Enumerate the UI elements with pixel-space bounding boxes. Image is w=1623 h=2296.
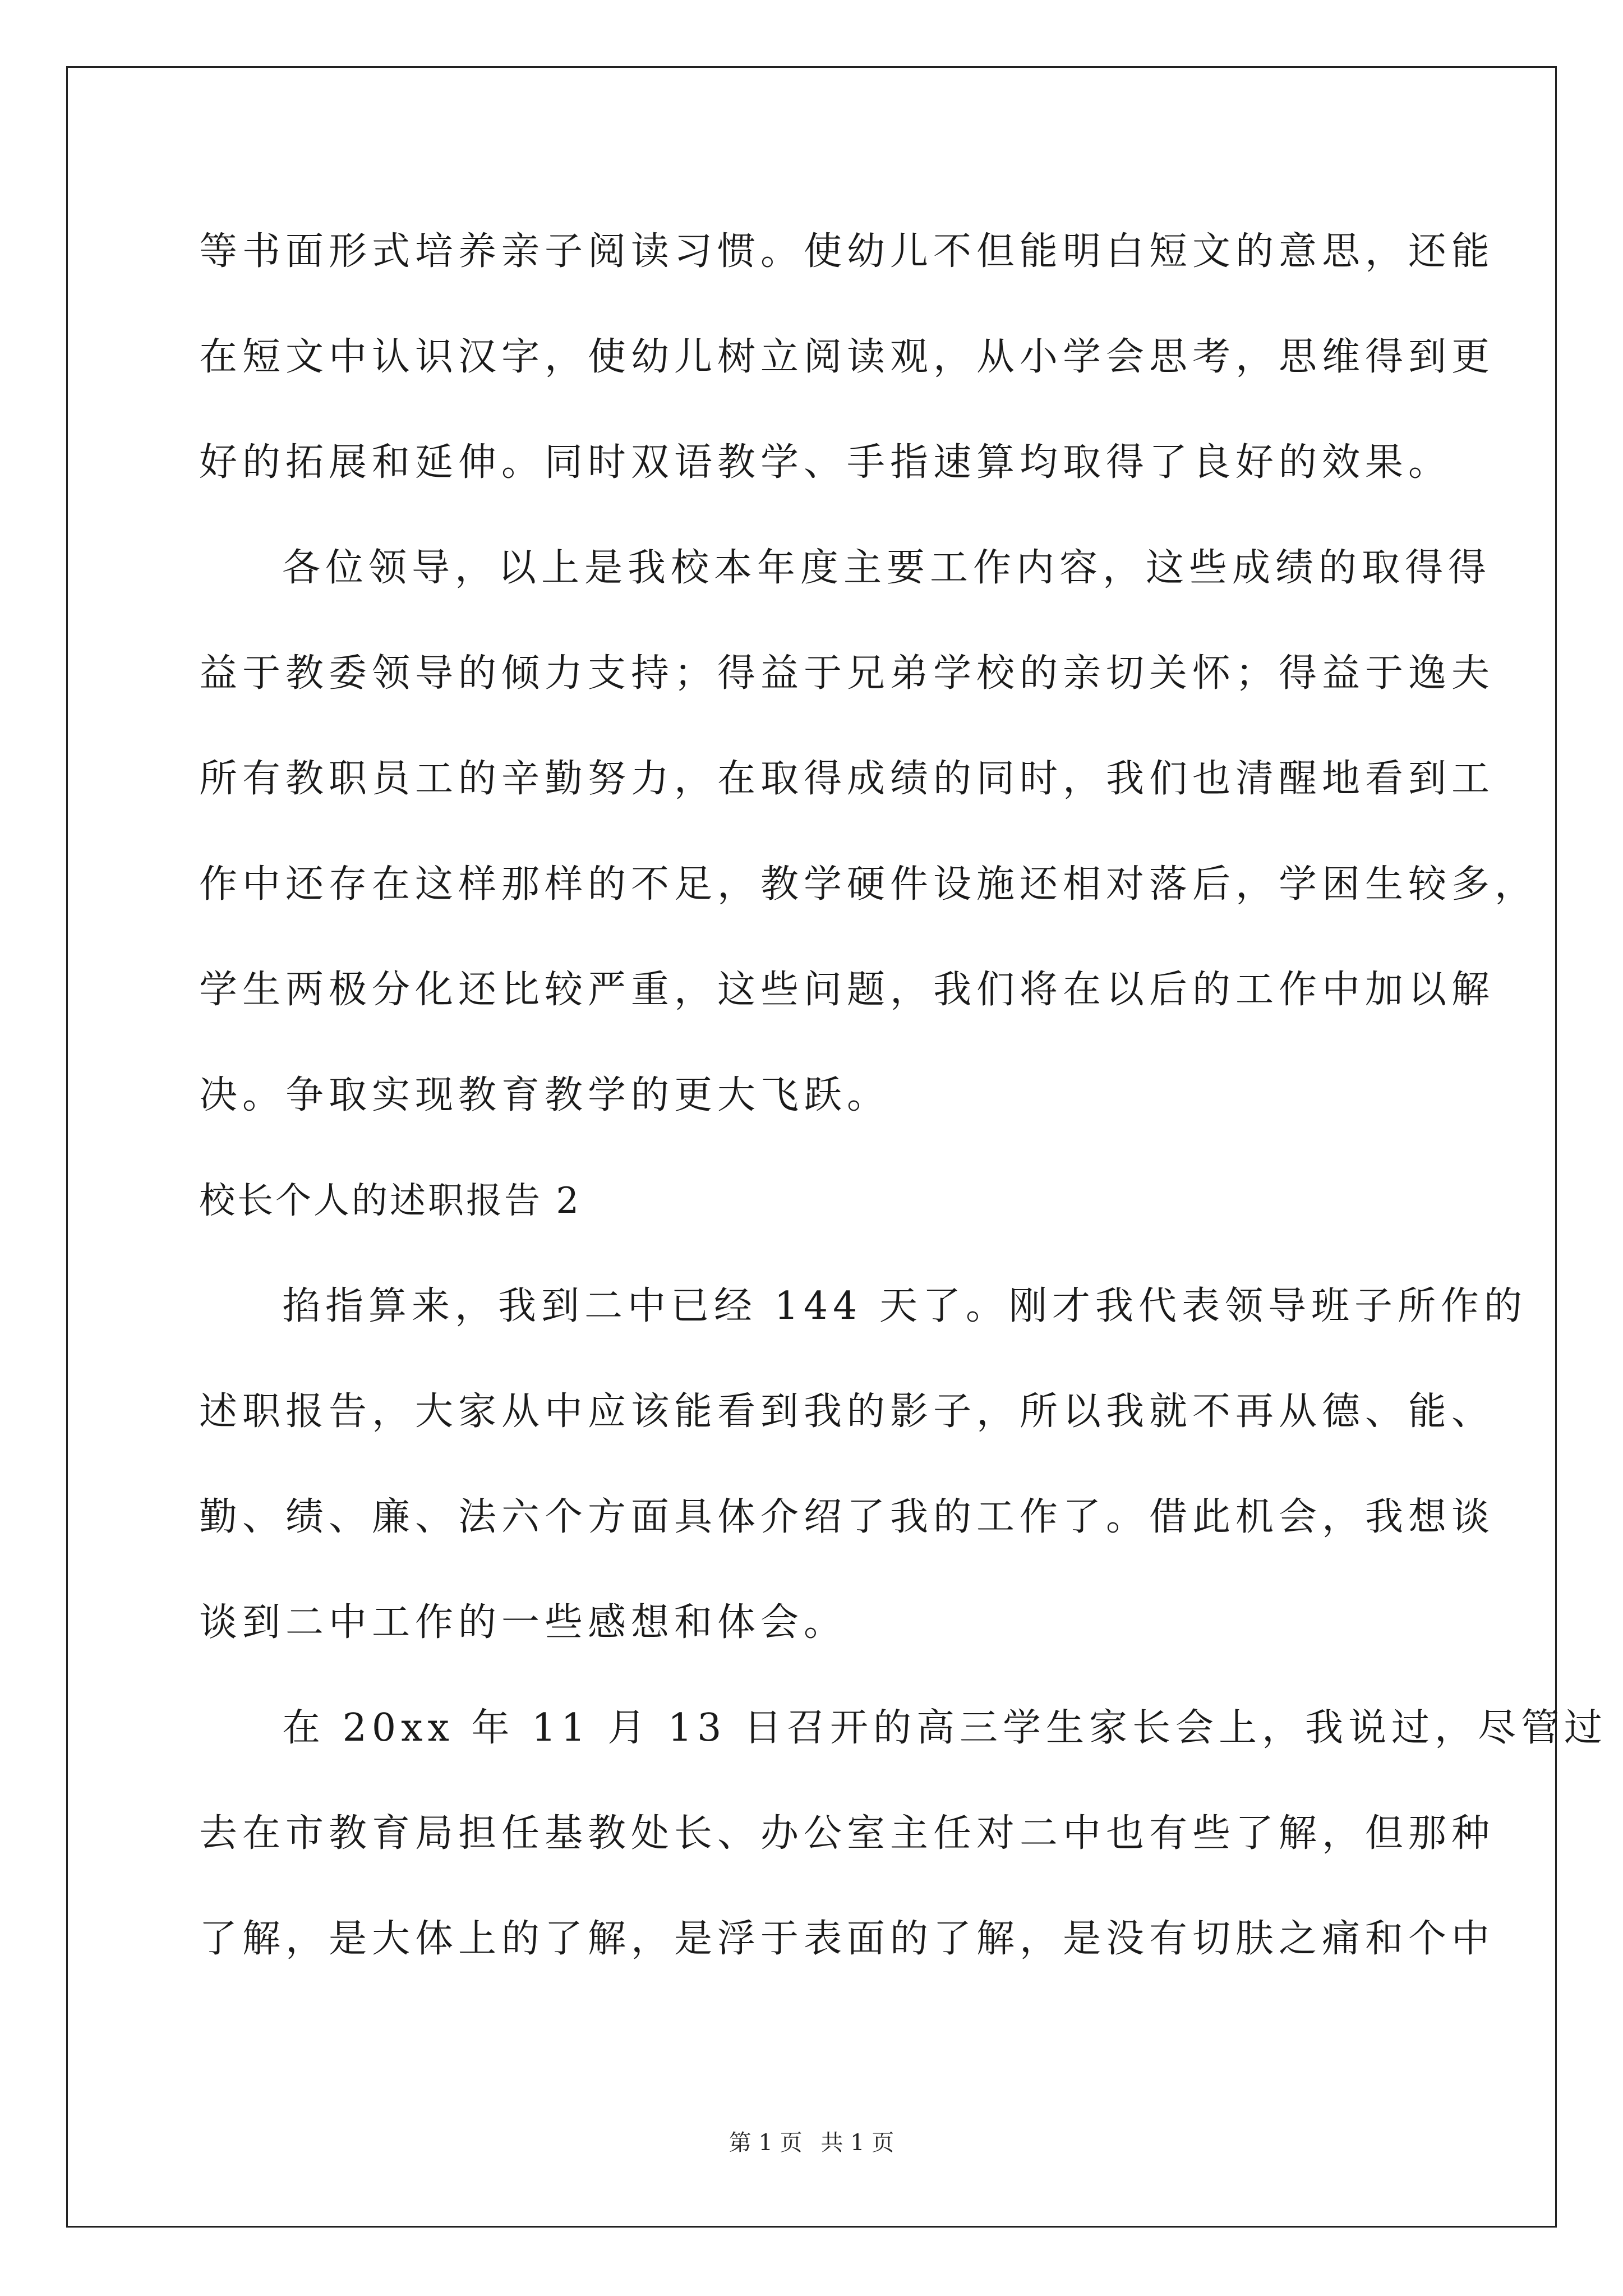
body-line: 述职报告，大家从中应该能看到我的影子，所以我就不再从德、能、	[199, 1389, 1495, 1434]
document-body	[199, 199, 1607, 1992]
body-line: 好的拓展和延伸。同时双语教学、手指速算均取得了良好的效果。	[199, 440, 1452, 485]
section-heading: 校长个人的述职报告 2	[199, 1180, 582, 1222]
body-line: 谈到二中工作的一些感想和体会。	[199, 1600, 847, 1645]
page-number: 第 1 页	[728, 2130, 803, 2156]
page-total: 共 1 页	[820, 2130, 895, 2156]
body-line: 所有教职员工的辛勤努力，在取得成绩的同时，我们也清醒地看到工	[199, 757, 1495, 801]
body-line: 益于教委领导的倾力支持；得益于兄弟学校的亲切关怀；得益于逸夫	[199, 651, 1495, 696]
body-line: 作中还存在这样那样的不足，教学硬件设施还相对落后，学困生较多，	[199, 862, 1538, 907]
body-line: 去在市教育局担任基教处长、办公室主任对二中也有些了解，但那种	[199, 1811, 1495, 1856]
paragraph-start-line: 各位领导，以上是我校本年度主要工作内容，这些成绩的取得得	[282, 546, 1492, 590]
body-line: 勤、绩、廉、法六个方面具体介绍了我的工作了。借此机会，我想谈	[199, 1495, 1495, 1539]
body-line: 决。争取实现教育教学的更大飞跃。	[199, 1073, 891, 1117]
page-footer	[0, 2126, 1623, 2160]
body-line: 等书面形式培养亲子阅读习惯。使幼儿不但能明白短文的意思，还能	[199, 229, 1495, 274]
paragraph-start-line: 在 20xx 年 11 月 13 日召开的高三学生家长会上，我说过，尽管过	[282, 1706, 1607, 1750]
body-line: 了解，是大体上的了解，是浮于表面的了解，是没有切肤之痛和个中	[199, 1917, 1495, 1961]
body-line: 在短文中认识汉字，使幼儿树立阅读观，从小学会思考，思维得到更	[199, 335, 1495, 379]
body-line: 学生两极分化还比较严重，这些问题，我们将在以后的工作中加以解	[199, 968, 1495, 1012]
paragraph-start-line: 掐指算来，我到二中已经 144 天了。刚才我代表领导班子所作的	[282, 1284, 1528, 1328]
